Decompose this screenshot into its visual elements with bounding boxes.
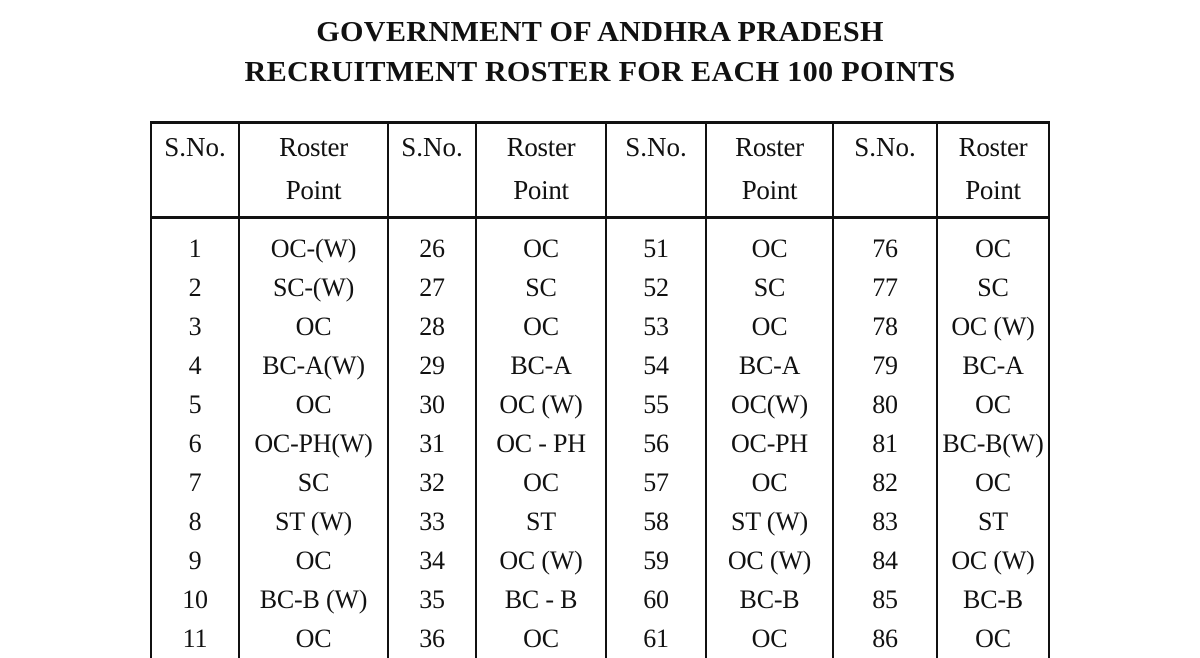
column-header-roster-point: Roster Point [239, 123, 388, 218]
table-cell: SC [706, 268, 833, 307]
table-cell: OC [476, 463, 606, 502]
table-cell: OC (W) [476, 541, 606, 580]
table-cell: OC-(W) [239, 218, 388, 269]
table-cell: 53 [606, 307, 706, 346]
table-cell: 10 [151, 580, 239, 619]
title-line-1: GOVERNMENT OF ANDHRA PRADESH [316, 16, 884, 48]
table-cell: BC-A(W) [239, 346, 388, 385]
table-cell: 3 [151, 307, 239, 346]
table-cell: 5 [151, 385, 239, 424]
table-cell: 30 [388, 385, 476, 424]
table-cell: 4 [151, 346, 239, 385]
table-cell: 34 [388, 541, 476, 580]
table-row [151, 502, 1049, 541]
table-cell: ST (W) [706, 502, 833, 541]
table-cell: 58 [606, 502, 706, 541]
table-cell: 52 [606, 268, 706, 307]
table-cell: 28 [388, 307, 476, 346]
table-cell: OC (W) [706, 541, 833, 580]
table-cell: BC-A [937, 346, 1049, 385]
table-cell: BC-B [937, 580, 1049, 619]
column-header-roster-point: Roster Point [937, 123, 1049, 218]
table-cell: ST (W) [239, 502, 388, 541]
table-row [151, 346, 1049, 385]
table-row [151, 385, 1049, 424]
table-cell: 86 [833, 619, 937, 658]
table-cell: 59 [606, 541, 706, 580]
column-header-sno: S.No. [606, 123, 706, 218]
table-cell: OC [937, 619, 1049, 658]
column-header-sno: S.No. [151, 123, 239, 218]
table-cell: OC [239, 385, 388, 424]
table-cell: 60 [606, 580, 706, 619]
table-cell: SC [476, 268, 606, 307]
table-row [151, 463, 1049, 502]
column-header-roster-point: Roster Point [706, 123, 833, 218]
table-cell: 54 [606, 346, 706, 385]
table-cell: OC [706, 619, 833, 658]
table-cell: 85 [833, 580, 937, 619]
table-cell: OC [706, 463, 833, 502]
table-cell: OC [706, 307, 833, 346]
table-row [151, 424, 1049, 463]
table-cell: OC-PH [706, 424, 833, 463]
table-cell: 80 [833, 385, 937, 424]
table-cell: 2 [151, 268, 239, 307]
table-cell: OC [476, 218, 606, 269]
table-row [151, 218, 1049, 269]
table-cell: BC-A [476, 346, 606, 385]
table-cell: 84 [833, 541, 937, 580]
table-cell: 77 [833, 268, 937, 307]
table-cell: OC-PH(W) [239, 424, 388, 463]
table-cell: SC-(W) [239, 268, 388, 307]
roster-table [150, 121, 1050, 658]
table-cell: 78 [833, 307, 937, 346]
table-cell: 57 [606, 463, 706, 502]
table-cell: 6 [151, 424, 239, 463]
column-header-roster-point: Roster Point [476, 123, 606, 218]
table-cell: 51 [606, 218, 706, 269]
table-cell: OC (W) [476, 385, 606, 424]
title-line-2: RECRUITMENT ROSTER FOR EACH 100 POINTS [244, 56, 956, 88]
table-cell: 81 [833, 424, 937, 463]
table-cell: OC [239, 307, 388, 346]
table-cell: 11 [151, 619, 239, 658]
table-cell: 8 [151, 502, 239, 541]
table-cell: OC [706, 218, 833, 269]
table-row [151, 580, 1049, 619]
table-cell: 26 [388, 218, 476, 269]
table-cell: SC [239, 463, 388, 502]
table-row [151, 307, 1049, 346]
table-cell: OC(W) [706, 385, 833, 424]
table-cell: 9 [151, 541, 239, 580]
table-cell: 61 [606, 619, 706, 658]
table-row [151, 268, 1049, 307]
table-cell: 36 [388, 619, 476, 658]
table-cell: 7 [151, 463, 239, 502]
table-cell: 79 [833, 346, 937, 385]
table-cell: OC (W) [937, 307, 1049, 346]
column-header-sno: S.No. [388, 123, 476, 218]
table-cell: 29 [388, 346, 476, 385]
table-cell: ST [937, 502, 1049, 541]
table-row [151, 541, 1049, 580]
table-cell: OC [476, 619, 606, 658]
table-cell: 31 [388, 424, 476, 463]
document-title [0, 12, 1200, 92]
table-cell: 56 [606, 424, 706, 463]
table-cell: OC [476, 307, 606, 346]
table-cell: BC-B(W) [937, 424, 1049, 463]
table-cell: OC [937, 385, 1049, 424]
table-header-row [151, 123, 1049, 218]
table-cell: 82 [833, 463, 937, 502]
table-cell: OC [937, 218, 1049, 269]
column-header-sno: S.No. [833, 123, 937, 218]
table-cell: SC [937, 268, 1049, 307]
table-cell: BC - B [476, 580, 606, 619]
table-row [151, 619, 1049, 658]
table-cell: 55 [606, 385, 706, 424]
table-cell: OC [937, 463, 1049, 502]
table-cell: BC-A [706, 346, 833, 385]
table-cell: 1 [151, 218, 239, 269]
table-cell: 83 [833, 502, 937, 541]
table-cell: OC (W) [937, 541, 1049, 580]
table-cell: ST [476, 502, 606, 541]
table-cell: 76 [833, 218, 937, 269]
table-cell: 33 [388, 502, 476, 541]
table-cell: 27 [388, 268, 476, 307]
table-cell: OC [239, 619, 388, 658]
table-cell: BC-B [706, 580, 833, 619]
table-cell: BC-B (W) [239, 580, 388, 619]
table-cell: 32 [388, 463, 476, 502]
table-cell: 35 [388, 580, 476, 619]
table-cell: OC [239, 541, 388, 580]
table-cell: OC - PH [476, 424, 606, 463]
